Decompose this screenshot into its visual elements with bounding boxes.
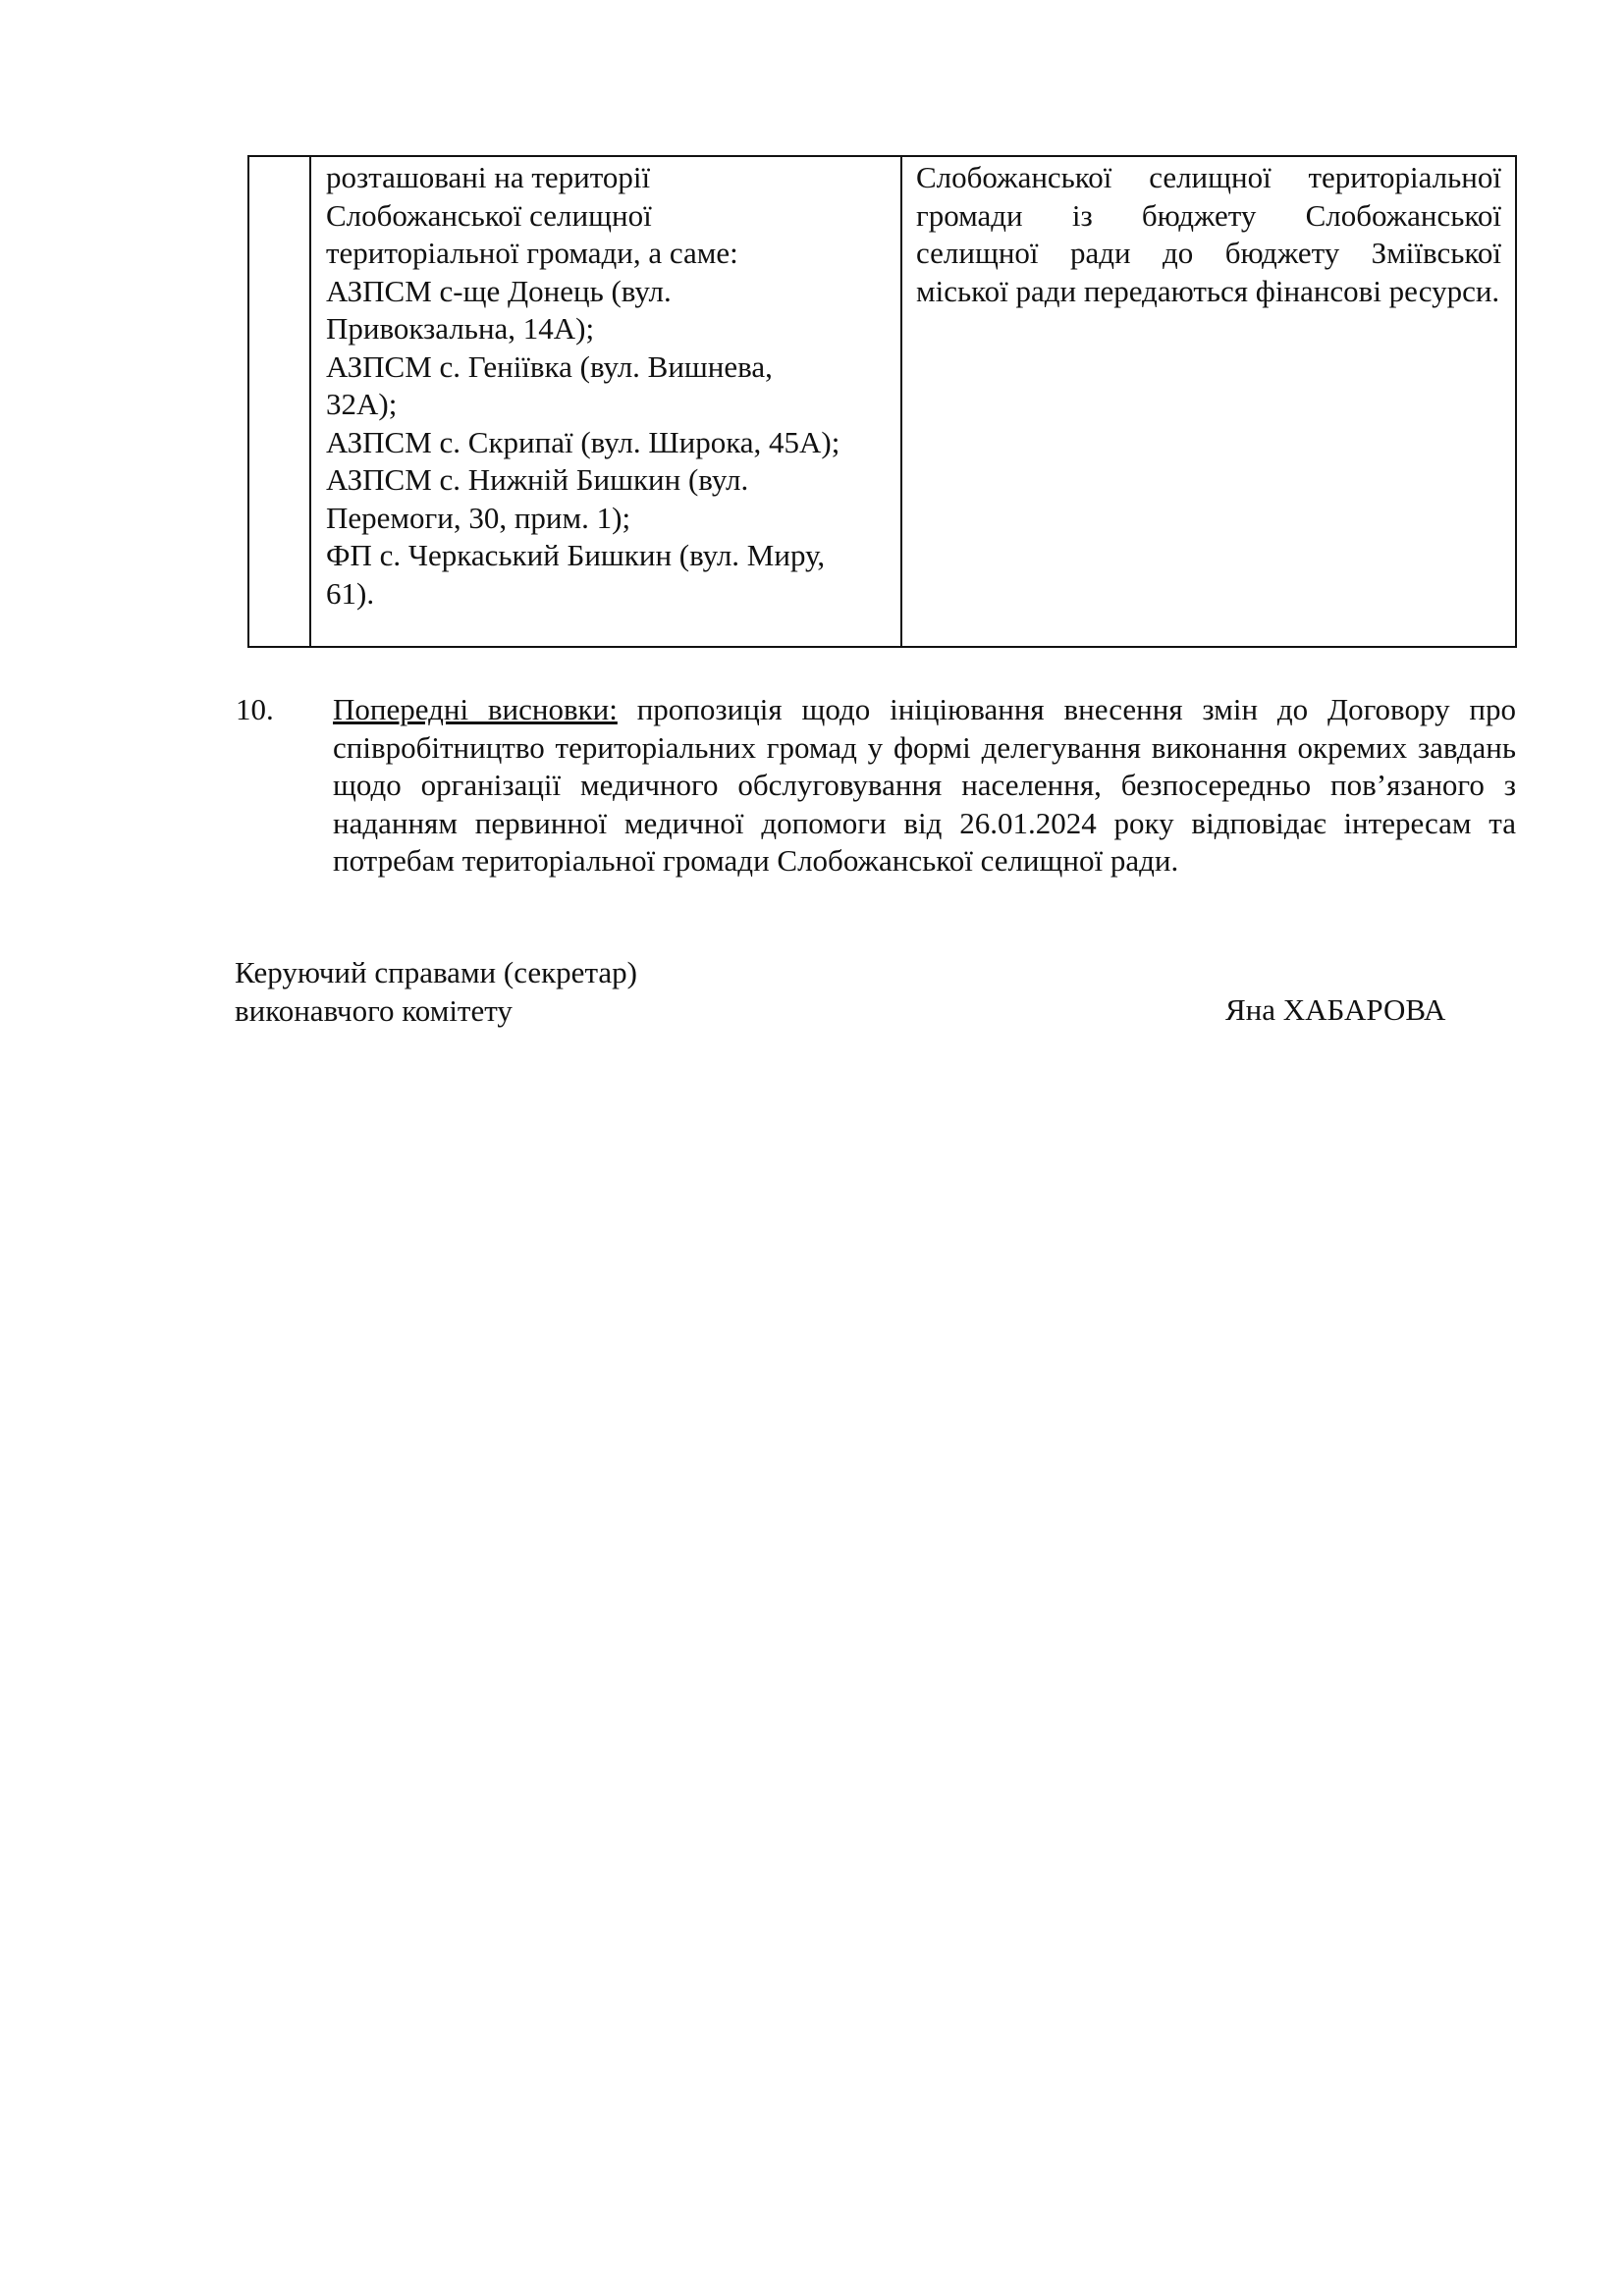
facilities-line: АЗПСМ с. Нижній Бишкин (вул. bbox=[326, 462, 749, 497]
financing-cell bbox=[901, 156, 1516, 647]
facilities-line: Перемоги, 30, прим. 1); bbox=[326, 500, 631, 535]
conclusions-heading: Попередні висновки: bbox=[333, 692, 618, 726]
facilities-line: Привокзальна, 14А); bbox=[326, 311, 595, 346]
continuation-table bbox=[247, 155, 1517, 648]
section-number: 10. bbox=[236, 692, 274, 726]
conclusions-text: пропозиція щодо ініціювання внесення змін до Договору про співробітництво територіальних громад у формі делегування виконання окремих завдань щодо організації медичного обслуговування населення, безпосередньо пов’язаного з наданням первинної медичної допомоги від 26.01.2024 року відповідає інтересам та потребам територіальної громади Слобожанської селищної ради. bbox=[333, 692, 1516, 878]
table-row bbox=[248, 156, 1516, 647]
facilities-line: територіальної громади, а саме: bbox=[326, 236, 738, 270]
financing-text: Слобожанської селищної територіальної громади із бюджету Слобожанської селищної ради до бюджету Зміївської міської ради передаються фінансові ресурси. bbox=[916, 160, 1501, 308]
facilities-line: 32А); bbox=[326, 387, 398, 421]
position-line: виконавчого комітету bbox=[235, 992, 513, 1028]
facilities-line: АЗПСМ с-ще Донець (вул. bbox=[326, 273, 672, 308]
signatory-position bbox=[235, 954, 637, 1030]
facilities-line: розташовані на території bbox=[326, 160, 651, 194]
row-number-cell bbox=[248, 156, 310, 647]
facilities-line: АЗПСМ с. Скрипаї (вул. Широка, 45А); bbox=[326, 424, 840, 459]
facilities-line: Слобожанської селищної bbox=[326, 197, 652, 233]
section-conclusions bbox=[333, 691, 1516, 881]
facilities-line: ФП с. Черкаський Бишкин (вул. Миру, bbox=[326, 538, 826, 572]
position-line: Керуючий справами (секретар) bbox=[235, 955, 637, 989]
facilities-cell bbox=[310, 156, 901, 647]
facilities-line: АЗПСМ с. Геніївка (вул. Вишнева, bbox=[326, 348, 773, 384]
signatory-name: Яна ХАБАРОВА bbox=[1225, 992, 1446, 1027]
facilities-line: 61). bbox=[326, 575, 375, 611]
